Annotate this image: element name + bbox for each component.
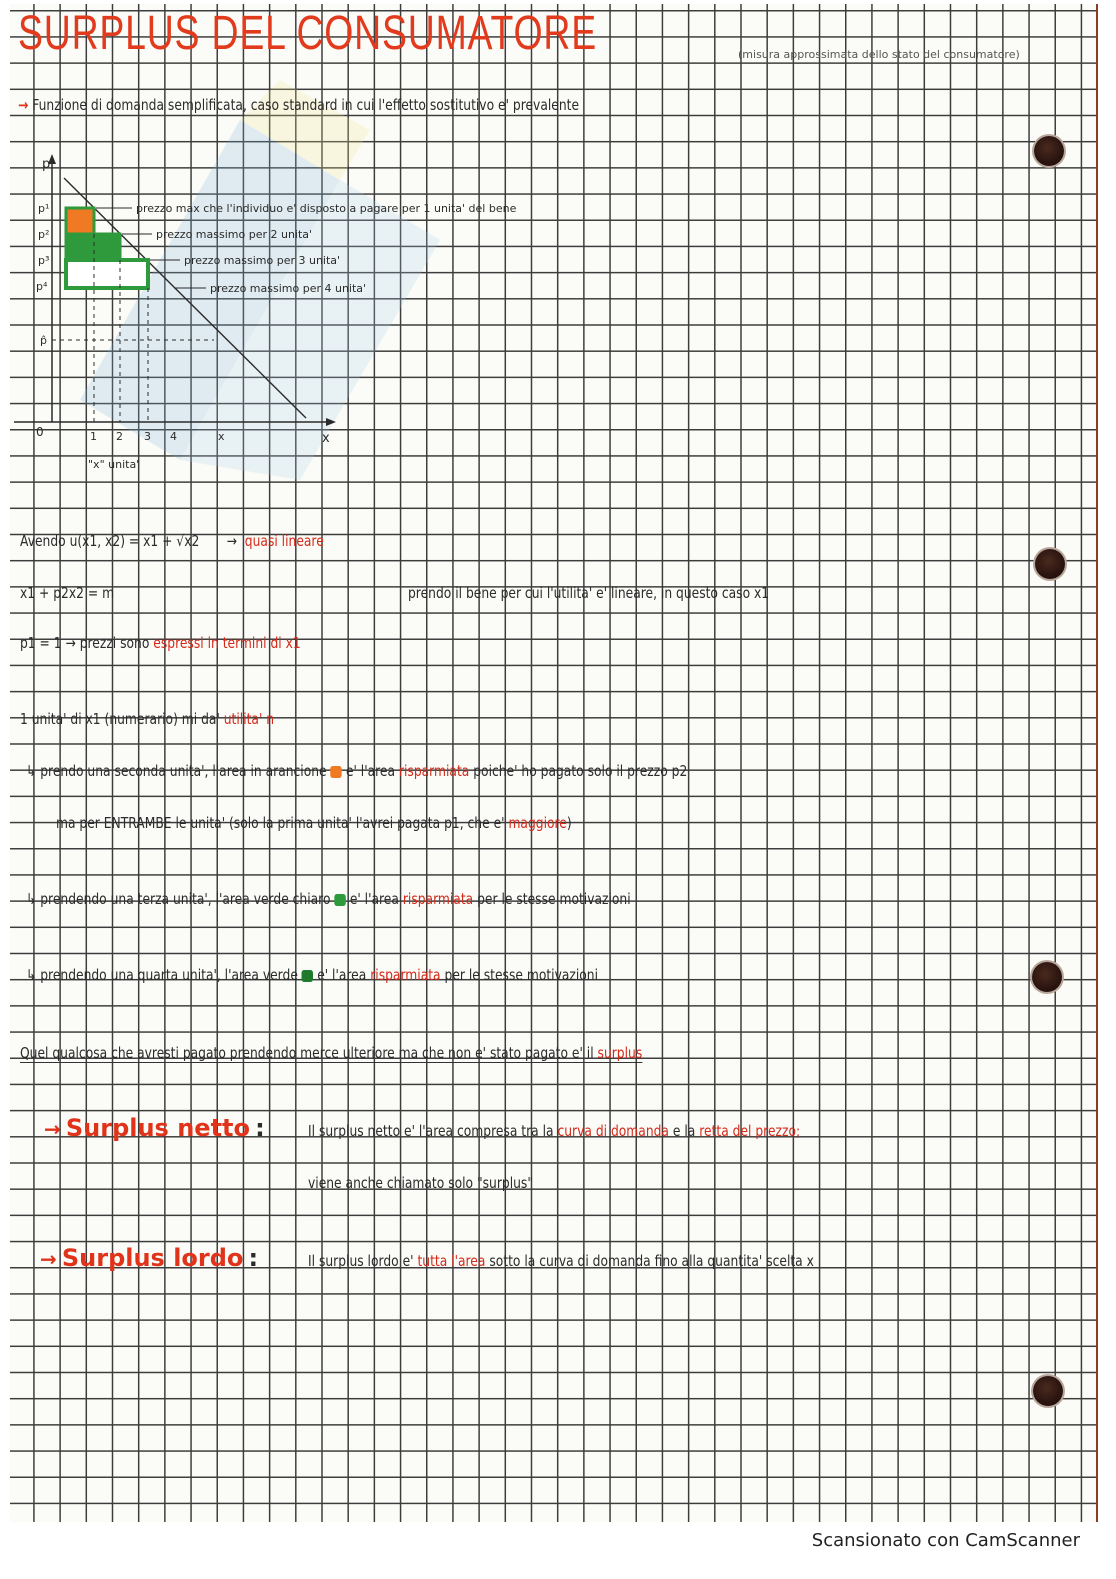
page-subtitle: (misura approssimata dello stato del consumatore) bbox=[738, 48, 1020, 61]
arrow-right-icon: → bbox=[18, 96, 29, 114]
lightgreen-swatch-icon bbox=[334, 894, 345, 906]
green-area-2 bbox=[66, 260, 148, 288]
page-title: SURPLUS DEL CONSUMATORE bbox=[18, 7, 597, 60]
intro-line bbox=[18, 96, 579, 114]
line-seconda-unita: ↳ prendo una seconda unita', l'area in arancione e' l'area risparmiata poiche' ho pagato solo il prezzo p2 bbox=[26, 762, 688, 780]
line-surplus-def: Quel qualcosa che avresti pagato prendendo merce ulteriore ma che non e' stato pagato e' il surplus bbox=[20, 1044, 643, 1062]
binder-hole-3 bbox=[1032, 962, 1062, 992]
intro-text: Funzione di domanda semplificata, caso standard in cui l'effetto sostitutivo e' prevalente bbox=[32, 96, 580, 114]
axis-x-label: x bbox=[322, 431, 330, 446]
svg-text:p⁴: p⁴ bbox=[36, 280, 48, 293]
line-unita: 1 unita' di x1 (numerario) mi da' utilita' n bbox=[20, 710, 275, 728]
binder-hole-4 bbox=[1033, 1376, 1063, 1406]
arrow-right-icon: → bbox=[44, 1117, 61, 1141]
svg-text:p¹: p¹ bbox=[38, 202, 50, 215]
corner-arrow-icon: ↳ bbox=[26, 966, 37, 984]
tick-x: x bbox=[218, 430, 225, 443]
surplus-netto-heading: → Surplus netto : bbox=[44, 1114, 265, 1142]
axis-y-label: p bbox=[42, 157, 51, 172]
tick-2: 2 bbox=[116, 430, 123, 443]
graph-caption: "x" unita' bbox=[88, 458, 140, 471]
line-quarta-unita: ↳ prendendo una quarta unita', l'area verde e' l'area risparmiata per le stesse motivazioni bbox=[26, 966, 599, 984]
green-area-1 bbox=[66, 234, 120, 260]
green-swatch-icon bbox=[302, 970, 313, 982]
line-utility: Avendo u(x1, x2) = x1 + √x2 → quasi lineare bbox=[20, 532, 324, 550]
surplus-netto-text-2: viene anche chiamato solo "surplus" bbox=[308, 1174, 533, 1192]
line-numerario: p1 = 1 → prezzi sono espressi in termini di x1 bbox=[20, 634, 301, 652]
orange-area bbox=[66, 208, 94, 234]
line-terza-unita: ↳ prendendo una terza unita', l'area verde chiaro e' l'area risparmiata per le stesse motivazioni bbox=[26, 890, 631, 908]
corner-arrow-icon: ↳ bbox=[26, 762, 37, 780]
svg-text:p²: p² bbox=[38, 228, 50, 241]
svg-text:p³: p³ bbox=[38, 254, 50, 267]
demand-graph bbox=[14, 150, 714, 480]
tick-4: 4 bbox=[170, 430, 177, 443]
line-budget-note: prendo il bene per cui l'utilita' e' lineare, in questo caso x1 bbox=[408, 584, 770, 602]
note-1: prezzo max che l'individuo e' disposto a pagare per 1 unita' del bene bbox=[136, 202, 517, 215]
quasi-lineare-label: quasi lineare bbox=[244, 532, 324, 550]
arrow-right-icon: → bbox=[40, 1247, 57, 1271]
note-2: prezzo massimo per 2 unita' bbox=[156, 228, 313, 241]
orange-swatch-icon bbox=[331, 766, 342, 778]
note-4: prezzo massimo per 4 unita' bbox=[210, 282, 367, 295]
svg-text:p̂: p̂ bbox=[40, 334, 47, 347]
tick-1: 1 bbox=[90, 430, 97, 443]
surplus-netto-text: Il surplus netto e' l'area compresa tra la curva di domanda e la retta del prezzo; bbox=[308, 1122, 801, 1140]
surplus-lordo-text: Il surplus lordo e' tutta l'area sotto la curva di domanda fino alla quantita' scelta x bbox=[308, 1252, 814, 1270]
footer-watermark: Scansionato con CamScanner bbox=[811, 1530, 1080, 1551]
binder-hole-2 bbox=[1035, 549, 1065, 579]
line-budget: x1 + p2x2 = m bbox=[20, 584, 115, 602]
binder-hole-1 bbox=[1034, 136, 1064, 166]
note-3: prezzo massimo per 3 unita' bbox=[184, 254, 341, 267]
axis-origin: 0 bbox=[36, 425, 44, 439]
surplus-lordo-heading: → Surplus lordo : bbox=[40, 1244, 259, 1272]
corner-arrow-icon: ↳ bbox=[26, 890, 37, 908]
tick-3: 3 bbox=[144, 430, 151, 443]
line-entrambe: ma per ENTRAMBE le unita' (solo la prima unita' l'avrei pagata p1, che e' maggiore) bbox=[56, 814, 572, 832]
